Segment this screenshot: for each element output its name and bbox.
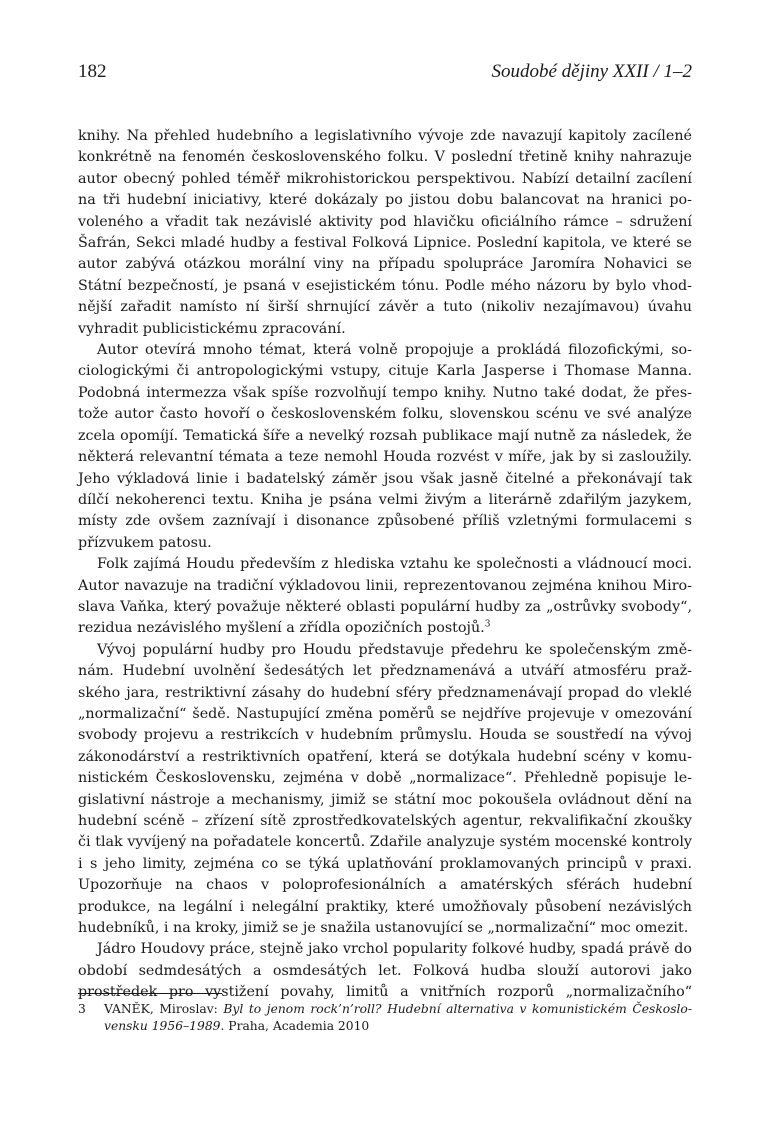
paragraph xyxy=(78,554,692,640)
paragraph: Jádro Houdovy práce, stejně jako vrchol popularity folkové hudby, spadá právě do období sedmdesátých a osmdesátých let. Folková hudba slouží autorovi jako prostředek pro vystižení povahy, limitů a vnitřních rozporů „normalizačního“ xyxy=(78,941,692,1001)
footnote-marker[interactable]: 3 xyxy=(484,619,491,630)
footnote-book-title: Byl to jenom rock’n’roll? Hudební alternativa v komunistickém Československu 1956–1989 xyxy=(104,1002,692,1033)
footnote-number: 3 xyxy=(78,1002,86,1016)
body-text xyxy=(78,126,692,1004)
page-number: 182 xyxy=(78,61,107,82)
paragraph-text: Folk zajímá Houdu především z hlediska vztahu ke společnosti a vládnoucí moci. Autor navazuje na tradiční výkladovou linii, reprezentovanou zejména knihou Miroslava Vaňka, který považuje některé oblasti populární hudby za „ostrůvky svobody“, rezidua nezávislého myšlení a zřídla opozičních postojů. xyxy=(78,556,692,637)
footnote-author: VANĚK, Miroslav: xyxy=(104,1002,224,1016)
footnote-separator xyxy=(78,993,222,994)
paragraph: knihy. Na přehled hudebního a legislativního vývoje zde navazují kapitoly zacílené konkrétně na fenomén československého folku. V poslední třetině knihy nahrazuje autor obecný pohled téměř mikrohistorickou perspektivou. Nabízí detailní zacílení na tři hudební iniciativy, které dokázaly po jistou dobu balancovat na hranici povoleného a vřadit tak nezávislé aktivity pod hlavičku oficiálního rámce – sdružení Šafrán, Sekci mladé hudby a festival Folková Lipnice. Poslední kapitola, ve které se autor zabývá otázkou morální viny na případu spolupráce Jaromíra Nohavici se Státní bezpečností, je psaná v esejistickém tónu. Podle mého názoru by bylo vhodnější zařadit namísto ní širší shrnující závěr a tuto (nikoliv nezajímavou) úvahu vyhradit publicistickému zpracování. xyxy=(78,128,692,337)
paragraph: Autor otevírá mnoho témat, která volně propojuje a prokládá filozofickými, sociologickými či antropologickými vstupy, cituje Karla Jasperse i Thomase Manna. Podobná intermezza však spíše rozvolňují tempo knihy. Nutno také dodat, že přestože autor často hovoří o československém folku, slovenskou scénu ve své analýze zcela opomíjí. Tematická šíře a nevelký rozsah publikace mají nutně za následek, že některá relevantní témata a teze nemohl Houda rozvést v míře, jak by si zasloužily. Jeho výkladová linie i badatelský záměr jsou však jasně čitelné a překonávají tak dílčí nekoherenci textu. Kniha je psána velmi živým a literárně zdařilým jazykem, místy zde ovšem zaznívají i disonance způsobené příliš vzletnými formulacemi s přízvukem patosu. xyxy=(78,342,692,551)
footnote-publisher: . Praha, Academia 2010 xyxy=(220,1019,370,1033)
footnote xyxy=(78,1001,692,1035)
running-head xyxy=(78,61,692,85)
journal-title: Soudobé dějiny XXII / 1–2 xyxy=(491,61,692,82)
paragraph: Vývoj populární hudby pro Houdu představuje předehru ke společenským změnám. Hudební uvolnění šedesátých let předznamenává a utváří atmosféru pražského jara, restriktivní zásahy do hudební sféry předznamenávají propad do vleklé „normalizační“ šedě. Nastupující změna poměrů se nejdříve projevuje v omezování svobody projevu a restrikcích v hudebním průmyslu. Houda se soustředí na vývoj zákonodárství a restriktivních opatření, která se dotýkala hudební scény v komunistickém Československu, zejména v době „normalizace“. Přehledně popisuje legislativní nástroje a mechanismy, jimiž se státní moc pokoušela ovládnout dění na hudební scéně – zřízení sítě zprostředkovatelských agentur, rekvalifikační zkoušky či tlak vyvíjený na pořadatele koncertů. Zdařile analyzuje systém mocenské kontroly i s jeho limity, zejména co se týká uplatňování proklamovaných principů v praxi. Upozorňuje na chaos v poloprofesionálních a amatérských sférách hudební produkce, na legální i nelegální praktiky, které umožňovaly působení nezávislých hudebníků, i na kroky, jimiž se je snažila ustanovující se „normalizační“ moc omezit. xyxy=(78,641,692,937)
footnote-text xyxy=(104,1001,692,1035)
